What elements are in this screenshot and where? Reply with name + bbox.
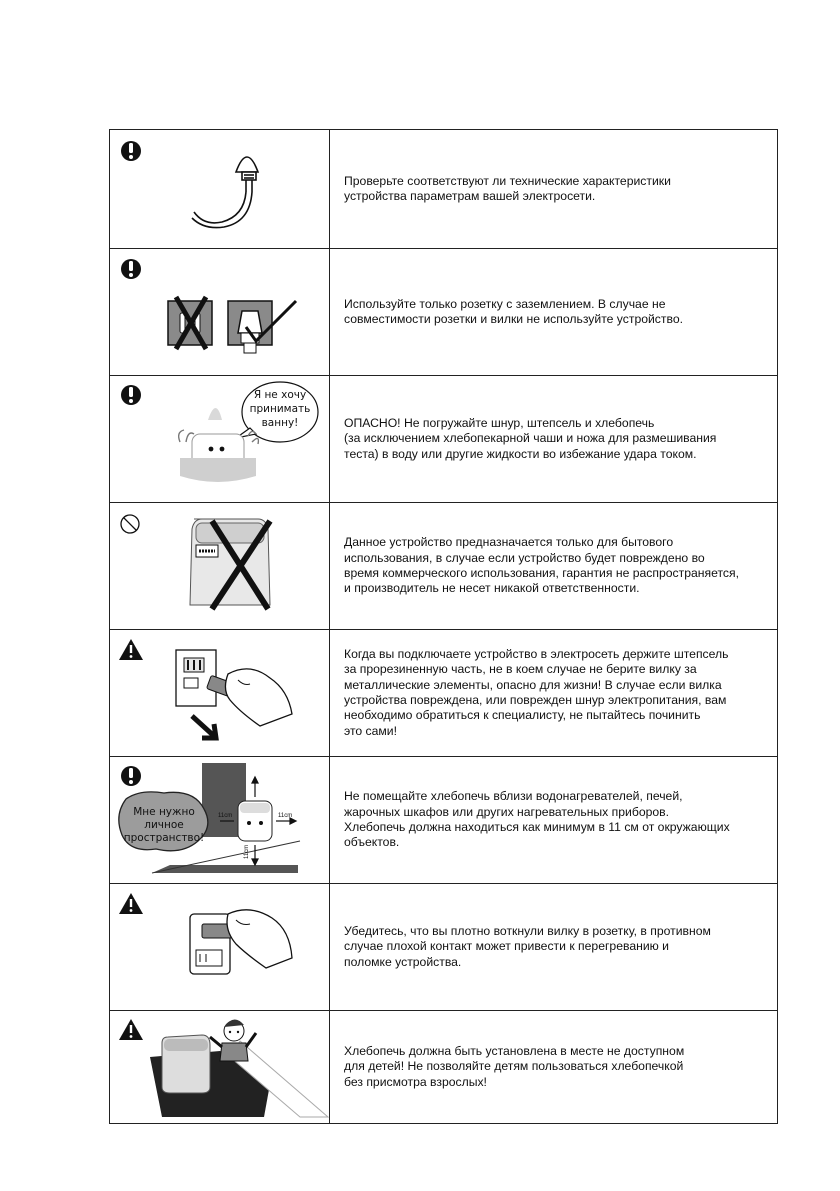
instruction-text: Хлебопечь должна быть установлена в месте не доступном для детей! Не позволяйте детям пользоваться хлебопечкой без присмотра взрослых! <box>344 1044 685 1089</box>
hand-holding-plug-icon <box>207 669 292 726</box>
warning-triangle-icon <box>119 1019 143 1040</box>
commercial-use-illustration <box>110 503 330 624</box>
clearance-label: 11cm <box>218 813 233 819</box>
exclamation-icon <box>121 141 141 161</box>
arrow-icon <box>192 716 216 738</box>
bubble-line: Мне нужно <box>133 806 195 818</box>
illustration-cell <box>110 1011 330 1124</box>
instruction-text: ОПАСНО! Не погружайте шнур, штепсель и хлебопечь (за исключением хлебопекарной чаши и ножа для размешивания теста) в воду или другие жидкости во избежание удара током. <box>344 416 717 461</box>
unplug-illustration <box>110 630 330 751</box>
clearance-label: 11cm <box>244 844 250 859</box>
illustration-cell <box>110 249 330 376</box>
floor-edge <box>152 865 298 873</box>
clearance-illustration <box>110 757 330 878</box>
instruction-text-cell <box>330 249 778 376</box>
plug-in-firmly-illustration <box>110 884 330 1005</box>
speech-bubble <box>236 382 318 442</box>
exclamation-icon <box>121 766 141 786</box>
instruction-text-cell <box>330 630 778 757</box>
bubble-line: ванну! <box>261 417 299 429</box>
safety-row <box>110 130 778 249</box>
plug-icon <box>192 157 258 228</box>
instruction-text-cell <box>330 884 778 1011</box>
instruction-text-cell <box>330 1011 778 1124</box>
bubble-line: пространство! <box>123 832 205 844</box>
exclamation-icon <box>121 385 141 405</box>
plug-illustration <box>110 130 330 243</box>
safety-row <box>110 1011 778 1124</box>
safety-row <box>110 630 778 757</box>
prohibited-icon <box>121 515 139 533</box>
instruction-text-cell <box>330 757 778 884</box>
warning-triangle-icon <box>119 639 143 660</box>
bubble-line: Я не хочу <box>253 389 307 401</box>
instruction-text-cell <box>330 376 778 503</box>
instruction-text: Проверьте соответствуют ли технические характеристики устройства параметрам вашей электросети. <box>344 173 671 203</box>
exclamation-icon <box>121 259 141 279</box>
bubble-line: личное <box>144 819 184 831</box>
ungrounded-socket-icon <box>168 297 212 349</box>
safety-row <box>110 884 778 1011</box>
illustration-cell <box>110 376 330 503</box>
safety-row <box>110 503 778 630</box>
clearance-label: 11cm <box>278 813 293 819</box>
bread-maker-icon <box>162 1035 210 1093</box>
instruction-text: Используйте только розетку с заземлением. В случае не совместимости розетки и вилки не используйте устройство. <box>344 296 683 326</box>
instruction-text: Убедитесь, что вы плотно воткнули вилку в розетку, в противном случае плохой контакт может привести к перегреванию и поломке устройства. <box>344 924 711 969</box>
illustration-cell <box>110 130 330 249</box>
illustration-cell <box>110 503 330 630</box>
instruction-text: Данное устройство предназначается только для бытового использования, в случае если устройство будет повреждено во время коммерческого использования, гарантия не распространяется, и производитель не несет никакой ответственности. <box>344 535 740 596</box>
safety-row <box>110 249 778 376</box>
illustration-cell <box>110 630 330 757</box>
grounded-socket-icon <box>228 301 296 353</box>
child-safety-illustration <box>110 1011 330 1118</box>
instruction-text: Когда вы подключаете устройство в электросеть держите штепсель за прорезиненную часть, не в коем случае не берите вилку за металлические элементы, опасно для жизни! В случае если вилка устройства повреждена, или поврежден шнур электропитания, вам необходимо обратиться к специалисту, не пытайтесь починить это сами! <box>344 647 729 738</box>
instruction-text: Не помещайте хлебопечь вблизи водонагревателей, печей, жарочных шкафов или других нагревательных приборов. Хлебопечь должна находиться как минимум в 11 см от окружающих объектов. <box>344 789 730 850</box>
speech-bubble <box>119 792 208 851</box>
warning-triangle-icon <box>119 893 143 914</box>
bubble-line: принимать <box>249 403 311 415</box>
instruction-text-cell <box>330 130 778 249</box>
illustration-cell <box>110 884 330 1011</box>
illustration-cell <box>110 757 330 884</box>
wall-socket-icon <box>190 914 230 974</box>
safety-row <box>110 757 778 884</box>
bath-illustration <box>110 376 330 497</box>
clearance-label: 11cm <box>258 781 273 787</box>
bread-maker-icon <box>238 801 272 841</box>
instruction-text-cell <box>330 503 778 630</box>
safety-instructions-table <box>109 129 778 1124</box>
safety-row <box>110 376 778 503</box>
socket-illustration <box>110 249 330 370</box>
